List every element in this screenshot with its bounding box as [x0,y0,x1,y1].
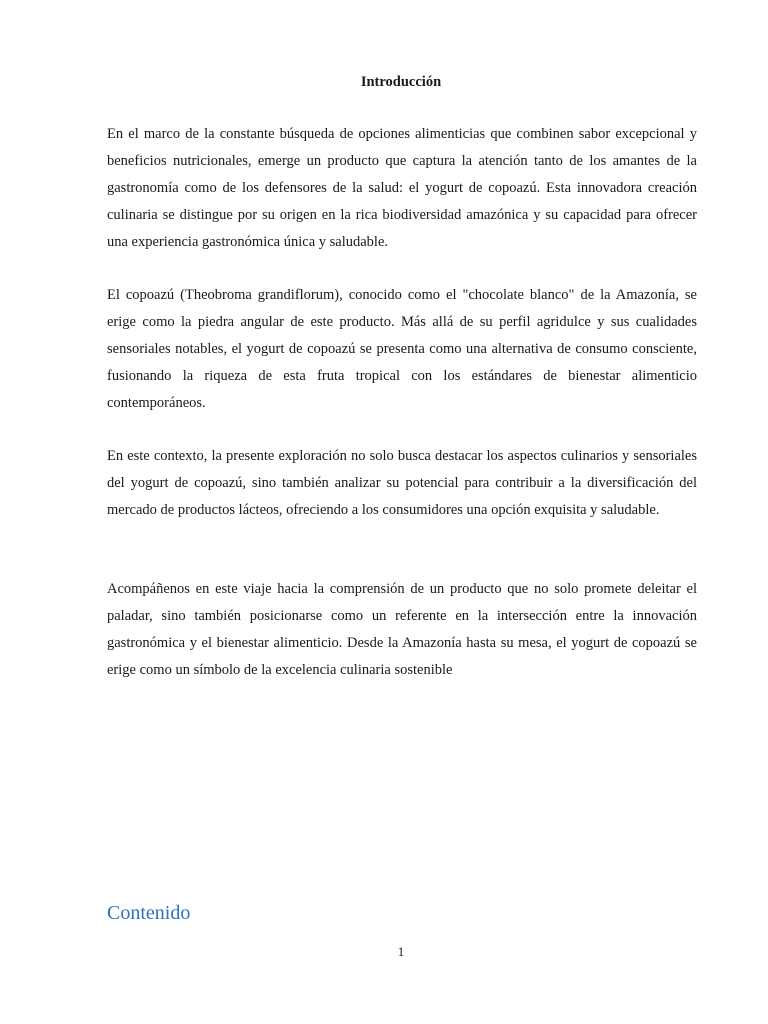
page-title: Introducción [360,74,442,90]
page-number: 1 [397,944,405,959]
paragraph-2: El copoazú (Theobroma grandiflorum), conocido como el "chocolate blanco" de la Amazonía, se erige como la piedra angular de este producto. Más allá de su perfil agridulce y sus cualidades sensoriales notables, el yogurt de copoazú se presenta como una alternativa de consumo consciente, fusionando la riqueza de esta fruta tropical con los estándares de bienestar alimenticio contemporáneos. [107,287,697,411]
paragraph-4: Acompáñenos en este viaje hacia la comprensión de un producto que no solo promete deleitar el paladar, sino también posicionarse como un referente en la intersección entre la innovación gastronómica y el bienestar alimenticio. Desde la Amazonía hasta su mesa, el yogurt de copoazú se erige como un símbolo de la excelencia culinaria sostenible [107,581,697,678]
toc-heading: Contenido [107,902,191,924]
paragraph-3: En este contexto, la presente exploración no solo busca destacar los aspectos culinarios y sensoriales del yogurt de copoazú, sino también analizar su potencial para contribuir a la diversificación del mercado de productos lácteos, ofreciendo a los consumidores una opción exquisita y saludable. [107,448,697,518]
paragraph-1: En el marco de la constante búsqueda de opciones alimenticias que combinen sabor excepcional y beneficios nutricionales, emerge un producto que captura la atención tanto de los amantes de la gastronomía como de los defensores de la salud: el yogurt de copoazú. Esta innovadora creación culinaria se distingue por su origen en la rica biodiversidad amazónica y su capacidad para ofrecer una experiencia gastronómica única y saludable. [107,126,697,250]
